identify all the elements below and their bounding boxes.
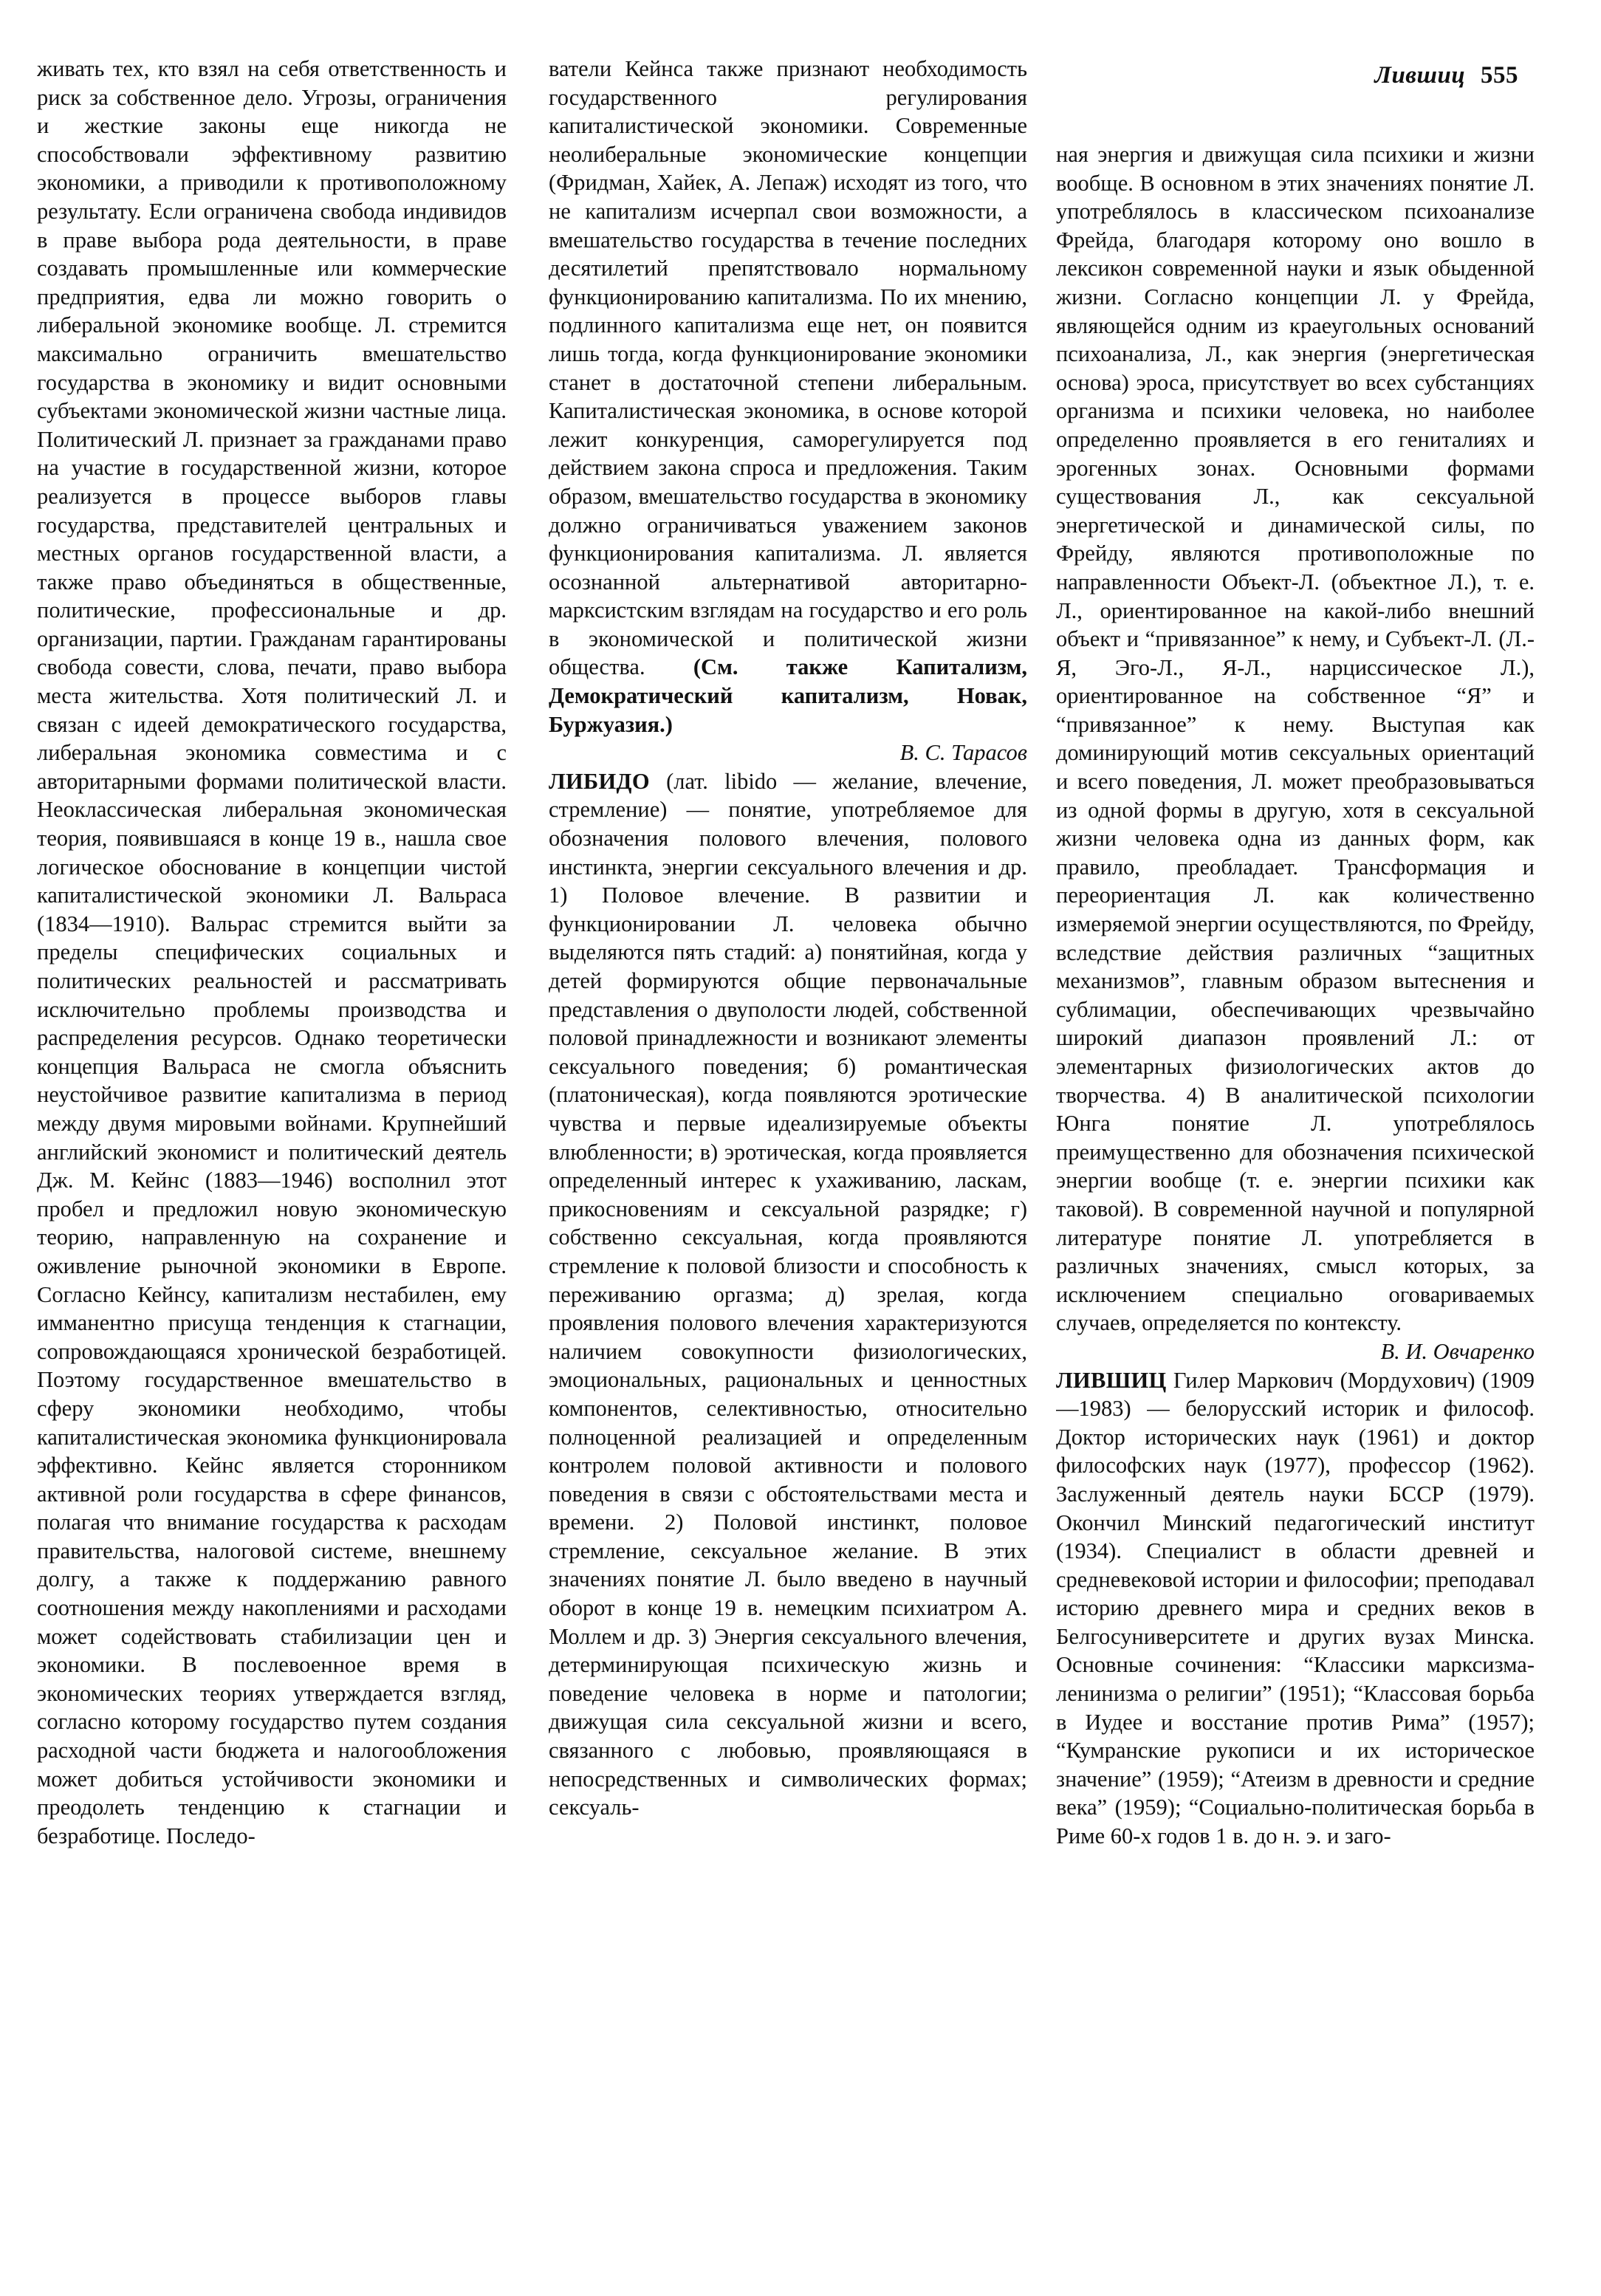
libido-continuation: ная энергия и движущая сила психики и жизни вообще. В основном в этих значениях понятие Л. употреблялось в классическом психоанализе Фрейда, благодаря которому оно вошло в лексикон современной науки и язык обыденной жизни. Согласно концепции Л. у Фрейда, являющейся одним из краеугольных оснований психоанализа, Л., как энергия (энергетическая основа) эроса, присутствует во всех субстанциях организма и психики человека, но наиболее определенно проявляется в его гениталиях и эрогенных зонах. Основными формами существования Л., как сексуальной энергетической и динамической силы, по Фрейду, являются противоположные по направленности Объект-Л. (объектное Л.), т. е. Л., ориентированное на какой-либо внешний объект и “привязанное” к нему, и Субъект-Л. (Л.-Я, Эго-Л., Я-Л., нарциссическое Л.), ориентированное на собственное “Я” и “привязанное” к нему. Выступая как доминирующий мотив сексуальных ориентаций и всего поведения, Л. может преобразовываться из одной формы в другую, хотя в сексуальной жизни человека одна из данных форм, как правило, преобладает. Трансформация и переориентация Л. как количественно измеряемой энергии осуществляются, по Фрейду, вследствие действия различных “защитных механизмов”, главным образом вытеснения и сублимации, обеспечивающих чрезвычайно широкий диапазон проявлений Л.: от элементарных физиологических актов до творчества. 4) В аналитической психологии Юнга понятие Л. употреблялось преимущественно для обозначения психической энергии вообще (т. е. энергии психики как таковой). В современной научной и популярной литературе понятие Л. употребляется в различных значениях, смысл которых, за исключением специально оговариваемых случаев, определяется по контексту. [1056,142,1535,1336]
column-2 [549,55,1027,2289]
liberalism-continuation [549,55,1027,739]
entry-libido [549,767,1027,1822]
running-headword: Лившиц [1374,62,1466,89]
author-signature: В. С. Тарасов [899,740,1027,766]
entry-headword: ЛИВШИЦ [1056,1367,1167,1393]
liberalism-text: ватели Кейнса также признают необходимость государственного регулирования капиталистической экономики. Современные неолиберальные экономические концепции (Фридман, Хайек, А. Лепаж) исходят из того, что не капитализм исчерпал свои возможности, а вмешательство государства в течение последних десятилетий препятствовало нормальному функционированию капитализма. По их мнению, подлинного капитализма еще нет, он появится лишь тогда, когда функционирование экономики станет в достаточной степени либеральным. Капиталистическая экономика, в основе которой лежит конкуренция, саморегулируется под действием закона спроса и предложения. Таким образом, вмешательство государства в экономику должно ограничиваться уважением законов функционирования капитализма. Л. является осознанной альтернативой авторитарно-марксистским взглядам на государство и его роль в экономической и политической жизни общества. [549,56,1027,680]
page-number: 555 [1481,62,1518,89]
running-header [1374,62,1518,89]
column-1-text: живать тех, кто взял на себя ответственность и риск за собственное дело. Угрозы, ограничения и жесткие законы еще никогда не способствовали эффективному развитию экономики, а приводили к противоположному результату. Если ограничена свобода индивидов в праве выбора рода деятельности, в праве создавать промышленные или коммерческие предприятия, едва ли можно говорить о либеральной экономике вообще. Л. стремится максимально ограничить вмешательство государства в экономику и видит основными субъектами экономической жизни частные лица. Политический Л. признает за гражданами право на участие в государственной жизни, которое реализуется в процессе выборов главы государства, представителей центральных и местных органов государственной власти, а также право объединяться в общественные, политические, профессиональные и др. организации, партии. Гражданам гарантированы свобода совести, слова, печати, право выбора места жительства. Хотя политический Л. и связан с идеей демократического государства, либеральная экономика совместима и с авторитарными формами политической власти. Неоклассическая либеральная экономическая теория, появившаяся в конце 19 в., нашла свое логическое обоснование в концепции чистой капиталистической экономики Л. Вальраса (1834—1910). Вальрас стремится выйти за пределы специфических социальных и политических реальностей и рассматривать исключительно проблемы производства и распределения ресурсов. Однако теоретически концепция Вальраса не смогла объяснить неустойчивое развитие капитализма в период между двумя мировыми войнами. Крупнейший английский экономист и политический деятель Дж. М. Кейнс (1883—1946) восполнил этот пробел и предложил новую экономическую теорию, направленную на сохранение и оживление рыночной экономики в Европе. Согласно Кейнсу, капитализм нестабилен, ему имманентно присуща тенденция к стагнации, сопровождающаяся хронической безработицей. Поэтому государственное вмешательство в сферу экономики необходимо, чтобы капиталистическая экономика функционировала эффективно. Кейнс является сторонником активной роли государства в сфере финансов, полагая что внимание государства к расходам правительства, налоговой системе, внешнему долгу, а также к поддержанию равного соотношения между накоплениями и расходами может содействовать стабилизации цен и экономики. В послевоенное время в экономических теориях утверждается взгляд, согласно которому государство путем создания расходной части бюджета и налогообложения может добиться устойчивости экономики и преодолеть тенденцию к стагнации и безработице. Последо- [37,56,507,1848]
author-signature: В. И. Овчаренко [1380,1338,1535,1364]
see-also-reference: (См. также Капитализм, Демократический капитализм, Новак, Буржуазия.) [549,654,1027,737]
entry-headword: ЛИБИДО [549,768,650,794]
entry-livshits [1056,1366,1535,1851]
entry-text: Гилер Маркович (Мордухович) (1909—1983) — белорусский историк и философ. Доктор исторических наук (1961) и доктор философских наук (1977), профессор (1962). Заслуженный деятель науки БССР (1979). Окончил Минский педагогический институт (1934). Специалист в области древней и средневековой истории и философии; преподавал историю древнего мира и средних веков в Белгосуниверситете и других вузах Минска. Основные сочинения: “Классики марксизма-ленинизма о религии” (1951); “Классовая борьба в Иудее и восстание против Рима” (1957); “Кумранские рукописи и их историческое значение” (1959); “Атеизм в древности и средние века” (1959); “Социально-политическая борьба в Риме 60-х годов 1 в. до н. э. и заго- [1056,1367,1535,1849]
column-3 [1056,140,1535,2289]
column-1 [37,55,507,2289]
entry-text: (лат. libido — желание, влечение, стремление) — понятие, употребляемое для обозначения полового влечения, полового инстинкта, энергии сексуального влечения и др. 1) Половое влечение. В развитии и функционировании Л. человека обычно выделяются пять стадий: а) понятийная, когда у детей формируются общие первоначальные представления о двуполости людей, собственной половой принадлежности и возникают элементы сексуального поведения; б) романтическая (платоническая), когда появляются эротические чувства и первые идеализируемые объекты влюбленности; в) эротическая, когда проявляется определенный интерес к ухаживанию, ласкам, прикосновениям и сексуальной разрядке; г) собственно сексуальная, когда проявляются стремление к половой близости и способность к переживанию оргазма; д) зрелая, когда проявления полового влечения характеризуются наличием совокупности физиологических, эмоциональных, рациональных и ценностных компонентов, селективностью, относительно полноценной реализацией и определенным контролем половой активности и полового поведения в связи с обстоятельствами места и времени. 2) Половой инстинкт, половое стремление, сексуальное желание. В этих значениях понятие Л. было введено в научный оборот в конце 19 в. немецким психиатром А. Моллем и др. 3) Энергия сексуального влечения, детерминирующая психическую жизнь и поведение человека в норме и патологии; движущая сила сексуальной жизни и всего, связанного с любовью, проявляющаяся в непосредственных и символических формах; сексуаль- [549,768,1027,1820]
